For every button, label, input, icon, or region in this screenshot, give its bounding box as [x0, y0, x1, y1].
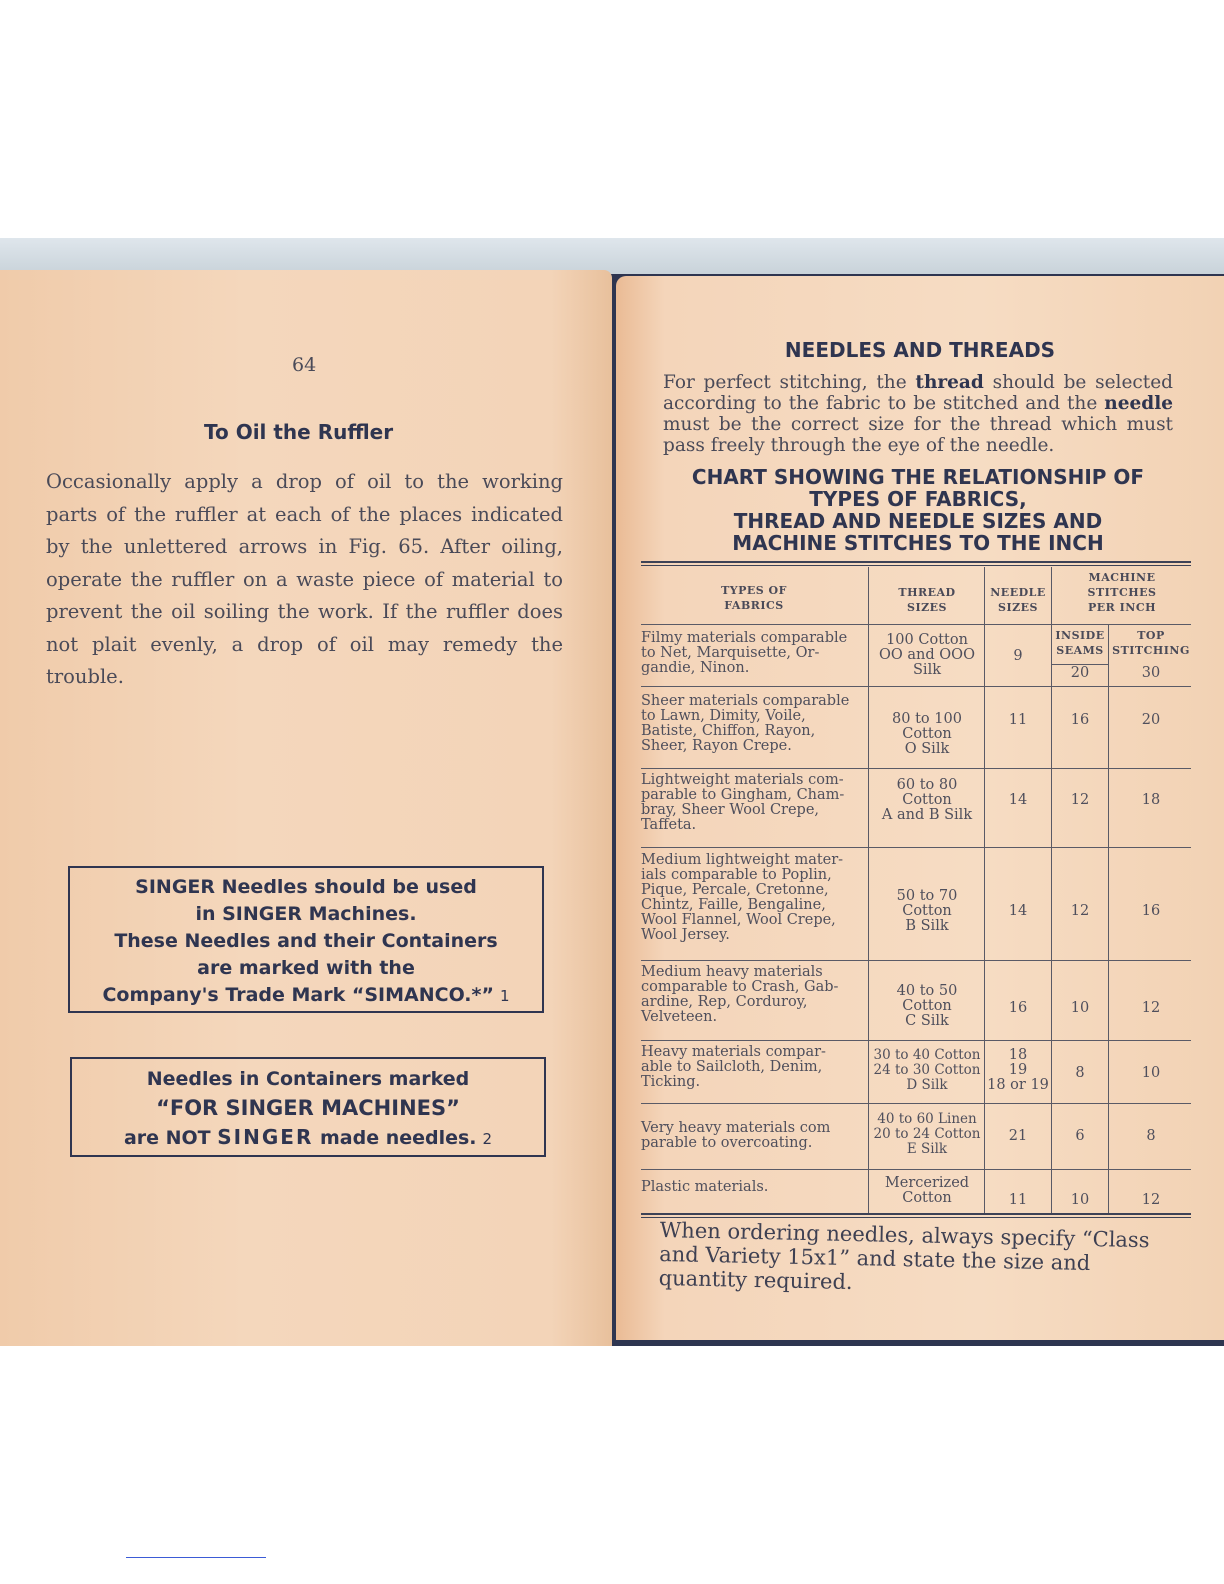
thread-cell [870, 889, 984, 934]
thread-cell [870, 1048, 984, 1093]
top-stitching-cell: 20 [1141, 712, 1161, 728]
inside-seams-cell: 16 [1070, 712, 1090, 728]
needle-cell [985, 1001, 1051, 1016]
singer-brand: SINGER [217, 1125, 314, 1149]
thread-line: Cotton [902, 792, 952, 808]
fabric-line: to Lawn, Dimity, Voile, [641, 708, 806, 724]
fabric-line: Ticking. [641, 1074, 701, 1090]
chart-title-line: TYPES OF FABRICS, [809, 487, 1027, 511]
inside-seams-cell: 12 [1070, 792, 1090, 808]
header-divider [641, 624, 1191, 625]
header-stitches [1052, 570, 1192, 615]
thread-line: Mercerized [884, 1175, 970, 1191]
scan-top-strip [0, 238, 1224, 274]
column-divider [868, 567, 869, 1213]
intro-paragraph [663, 372, 1173, 456]
inside-seams-cell: 8 [1075, 1065, 1085, 1081]
inside-seams-cell: 12 [1070, 903, 1090, 919]
needle-cell [985, 793, 1051, 808]
needle-cell [985, 1129, 1051, 1144]
needle-cell [985, 1048, 1051, 1093]
needle-line: 18 [1008, 1047, 1028, 1063]
fabric-cell [641, 631, 867, 676]
needle-cell [985, 1193, 1051, 1208]
top-stitching-cell: 16 [1141, 903, 1161, 919]
needle-line: 11 [1008, 1192, 1028, 1208]
header-top-line: TOP [1137, 629, 1165, 642]
notice-2-text-b: made needles. [319, 1127, 477, 1149]
header-thread-line: SIZES [907, 601, 947, 614]
chart-title-line: CHART SHOWING THE RELATIONSHIP OF [691, 465, 1145, 489]
header-inside-line: INSIDE [1055, 629, 1105, 642]
needle-cell [985, 904, 1051, 919]
footer-underline [126, 1557, 266, 1558]
footnote-marker: 1 [499, 987, 510, 1005]
needle-line: 9 [1013, 648, 1023, 664]
header-fabrics [641, 583, 867, 613]
fabric-cell [641, 965, 867, 1025]
row-divider [641, 1103, 1191, 1104]
notice-2-line-2: “FOR SINGER MACHINES” [156, 1096, 460, 1120]
footnote-marker: 2 [482, 1130, 493, 1148]
fabric-line: Pique, Percale, Cretonne, [641, 882, 829, 898]
needle-line: 16 [1008, 1000, 1028, 1016]
header-needle-line: NEEDLE [990, 586, 1046, 599]
needle-line: 11 [1008, 712, 1028, 728]
needle-cell [985, 713, 1051, 728]
fabric-line: Heavy materials compar- [641, 1044, 826, 1060]
needle-line: 14 [1008, 792, 1028, 808]
notice-1-line-4: are marked with the [197, 957, 415, 979]
thread-line: B Silk [905, 918, 949, 934]
intro-text-b: should be selected according to the fabric to be stitched and the [663, 372, 1173, 414]
header-needle [985, 585, 1051, 615]
thread-cell [870, 778, 984, 823]
thread-line: D Silk [906, 1077, 948, 1093]
top-stitching-cell: 12 [1141, 1000, 1161, 1016]
fabric-line: Very heavy materials com [641, 1120, 831, 1136]
trademark-text: Company's Trade Mark “SIMANCO.*” [102, 984, 494, 1006]
thread-line: Silk [913, 662, 941, 678]
top-stitching-cell: 8 [1146, 1128, 1156, 1144]
row-divider [641, 960, 1191, 961]
thread-line: 40 to 60 Linen [877, 1111, 977, 1127]
thread-line: 50 to 70 [896, 888, 958, 904]
fabric-line: Sheer, Rayon Crepe. [641, 738, 792, 754]
fabric-cell [641, 773, 867, 833]
inside-seams-cell: 20 [1070, 665, 1090, 681]
ruffler-paragraph: Occasionally apply a drop of oil to the working parts of the ruffler at each of the places indicated by the unlettered arrows in Fig. 65. After oiling, operate the ruffler on a waste piece of material to prevent the oil soiling the work. If the ruffler does not plait evenly, a drop of oil may remedy the trouble. [46, 470, 563, 688]
fabric-line: ardine, Rep, Corduroy, [641, 994, 808, 1010]
intro-text-c: must be the correct size for the thread which must pass freely through the eye of the needle. [663, 414, 1173, 456]
notice-1-line-5 [70, 982, 542, 1010]
chart-title-line: MACHINE STITCHES TO THE INCH [732, 531, 1104, 555]
thread-line: OO and OOO [879, 647, 975, 663]
intro-text-a: For perfect stitching, the [663, 372, 907, 393]
header-stitches-line: MACHINE [1088, 571, 1156, 584]
fabric-line: parable to Gingham, Cham- [641, 787, 845, 803]
fabric-line: able to Sailcloth, Denim, [641, 1059, 823, 1075]
thread-line: Cotton [902, 903, 952, 919]
intro-needle-word: needle [1104, 393, 1173, 414]
notice-2-text-a: are NOT [123, 1127, 211, 1149]
notice-1-line-1: SINGER Needles should be used [135, 876, 477, 898]
top-stitching-cell: 30 [1141, 665, 1161, 681]
fabric-line: Filmy materials comparable [641, 630, 848, 646]
thread-cell [870, 712, 984, 757]
page-number: 64 [292, 354, 317, 376]
needle-line: 14 [1008, 903, 1028, 919]
thread-line: Cotton [902, 998, 952, 1014]
thread-line: O Silk [904, 741, 950, 757]
thread-line: Cotton [902, 726, 952, 742]
fabric-line: Wool Jersey. [641, 927, 730, 943]
notice-1-line-2: in SINGER Machines. [195, 903, 417, 925]
header-inside-seams [1052, 628, 1108, 658]
header-inside-line: SEAMS [1056, 644, 1104, 657]
header-thread [870, 585, 984, 615]
fabric-line: gandie, Ninon. [641, 660, 750, 676]
fabric-line: comparable to Crash, Gab- [641, 979, 839, 995]
fabric-cell [641, 694, 867, 754]
fabric-line: ials comparable to Poplin, [641, 867, 832, 883]
top-stitching-cell: 10 [1141, 1065, 1161, 1081]
row-divider [641, 686, 1191, 687]
thread-cell [870, 984, 984, 1029]
thread-cell [870, 1176, 984, 1206]
fabric-line: Plastic materials. [641, 1179, 769, 1195]
fabric-cell [641, 1121, 867, 1151]
header-fabrics-line: FABRICS [724, 599, 784, 612]
thread-line: Cotton [902, 1190, 952, 1206]
header-thread-line: THREAD [898, 586, 956, 599]
top-stitching-cell: 12 [1141, 1192, 1161, 1208]
needle-line: 18 or 19 [987, 1077, 1049, 1093]
thread-line: 30 to 40 Cotton [873, 1047, 981, 1063]
fabric-line: Taffeta. [641, 817, 697, 833]
thread-line: E Silk [906, 1141, 948, 1157]
fabric-cell [641, 1180, 867, 1195]
right-page-title: NEEDLES AND THREADS [784, 338, 1056, 362]
fabric-line: Medium heavy materials [641, 964, 823, 980]
fabric-line: Medium lightweight mater- [641, 852, 844, 868]
fabric-cell [641, 1045, 867, 1090]
thread-line: 100 Cotton [886, 632, 968, 648]
inside-seams-cell: 10 [1070, 1192, 1090, 1208]
fabric-cell [641, 853, 867, 943]
chart-title-line: THREAD AND NEEDLE SIZES AND [733, 509, 1103, 533]
thread-line: 40 to 50 [896, 983, 958, 999]
fabric-line: Wool Flannel, Wool Crepe, [641, 912, 836, 928]
needle-cell [985, 649, 1051, 664]
header-top-stitching [1109, 628, 1193, 658]
notice-2-line-3 [72, 1123, 544, 1154]
fabric-line: Velveteen. [641, 1009, 718, 1025]
header-stitches-line: PER INCH [1088, 601, 1156, 614]
header-top-line: STITCHING [1112, 644, 1190, 657]
table-top-rule [641, 561, 1191, 563]
thread-cell [870, 1112, 984, 1157]
ordering-note: When ordering needles, always specify “Class and Variety 15x1” and state the size and quantity required. [658, 1218, 1150, 1295]
left-page-title: To Oil the Ruffler [204, 420, 394, 444]
thread-line: 80 to 100 [892, 711, 962, 727]
header-needle-line: SIZES [998, 601, 1038, 614]
inside-seams-cell: 10 [1070, 1000, 1090, 1016]
header-fabrics-line: TYPES OF [721, 584, 787, 597]
fabric-line: bray, Sheer Wool Crepe, [641, 802, 820, 818]
fabric-line: parable to overcoating. [641, 1135, 813, 1151]
fabric-line: to Net, Marquisette, Or- [641, 645, 820, 661]
inside-seams-cell: 6 [1075, 1128, 1085, 1144]
header-stitches-line: STITCHES [1087, 586, 1157, 599]
table-bottom-rule [641, 1213, 1191, 1215]
notice-2-line-1: Needles in Containers marked [146, 1068, 470, 1090]
fabric-line: Chintz, Faille, Bengaline, [641, 897, 826, 913]
thread-line: 60 to 80 [896, 777, 958, 793]
row-divider [641, 768, 1191, 769]
row-divider [641, 1169, 1191, 1170]
needle-line: 21 [1008, 1128, 1028, 1144]
needle-line: 19 [1008, 1062, 1028, 1078]
row-divider [641, 847, 1191, 848]
chart-title [658, 466, 1178, 554]
thread-cell [870, 633, 984, 678]
fabric-line: Batiste, Chiffon, Rayon, [641, 723, 816, 739]
singer-needles-notice [68, 866, 544, 1013]
top-stitching-cell: 18 [1141, 792, 1161, 808]
thread-line: 24 to 30 Cotton [873, 1062, 981, 1078]
intro-thread-word: thread [915, 372, 984, 393]
fabric-line: Lightweight materials com- [641, 772, 844, 788]
notice-1-line-3: These Needles and their Containers [114, 930, 498, 952]
thread-line: A and B Silk [881, 807, 973, 823]
fabric-line: Sheer materials comparable [641, 693, 850, 709]
thread-line: 20 to 24 Cotton [873, 1126, 981, 1142]
row-divider [641, 1040, 1191, 1041]
not-singer-notice [70, 1057, 546, 1157]
thread-line: C Silk [905, 1013, 949, 1029]
table-bottom-rule [641, 1217, 1191, 1218]
table-top-rule [641, 565, 1191, 566]
